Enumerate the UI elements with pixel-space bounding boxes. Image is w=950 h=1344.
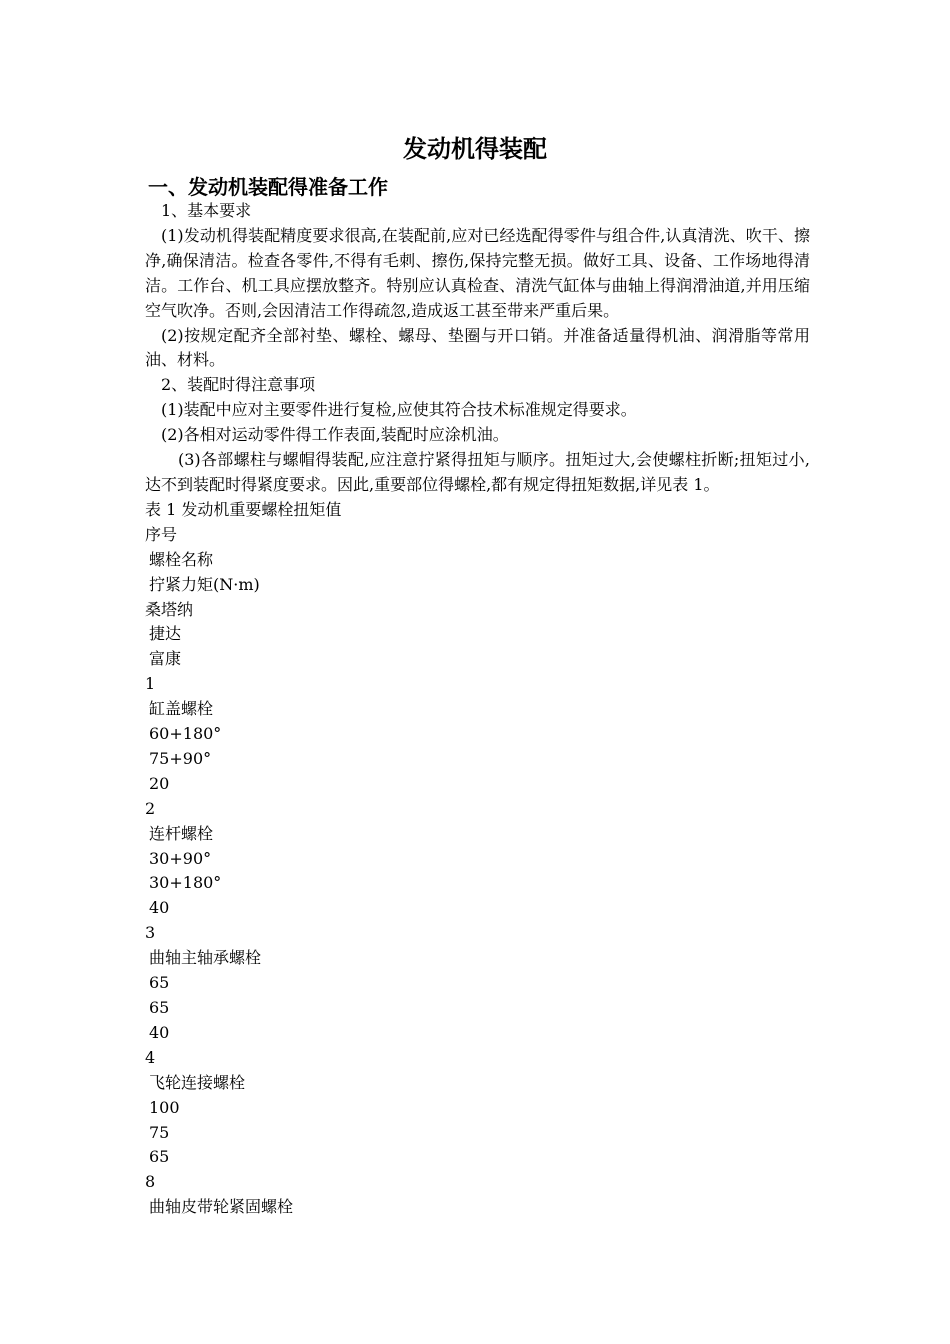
table-row-name: 曲轴皮带轮紧固螺栓 [149,1197,294,1217]
table-row-name: 缸盖螺栓 [149,699,214,719]
paragraph-requirement-2: (2)按规定配齐全部衬垫、螺栓、螺母、垫圈与开口销。并准备适量得机油、润滑脂等常用油、材料。 [145,325,810,370]
table-header-no: 序号 [145,524,178,544]
table-row-no: 3 [145,923,156,943]
table-row-value-jetta: 75 [149,1122,170,1142]
table-row-value-fukang: 65 [149,1147,170,1167]
table-row-value-santana: 60+180° [149,724,222,744]
table-row-value-santana: 65 [149,973,170,993]
table-row-value-fukang: 40 [149,1022,170,1042]
table-header-santana: 桑塔纳 [145,599,194,619]
subheading-assembly-notes: 2、装配时得注意事项 [161,375,316,395]
table-row-value-jetta: 65 [149,998,170,1017]
paragraph-requirement-1: (1)发动机得装配精度要求很高,在装配前,应对已经选配得零件与组合件,认真清洗、吹干、擦净,确保清洁。检查各零件,不得有毛刺、擦伤,保持完整无损。做好工具、设备、工作场地得清洁。工作台、机工具应摆放整齐。特别应认真检查、清洗气缸体与曲轴上得润滑油道,并用压缩空气吹净。否则,会因清洁工作得疏忽,造成返工甚至带来严重后果。 [145,225,810,320]
table-row-no: 4 [145,1047,156,1067]
table-row-value-fukang: 40 [149,898,170,918]
paragraph-note-2: (2)各相对运动零件得工作表面,装配时应涂机油。 [161,425,509,445]
table-header-fukang: 富康 [149,649,182,669]
table-row-no: 2 [145,798,156,818]
table-row-value-santana: 100 [149,1097,180,1117]
document-body [145,199,810,1220]
table-row-name: 连杆螺栓 [149,823,214,843]
torque-table [145,498,810,1220]
table-header-torque: 拧紧力矩(N·m) [149,574,260,594]
document-title: 发动机得装配 [403,135,547,163]
table-header-bolt-name: 螺栓名称 [149,549,214,569]
table-header-jetta: 捷达 [149,624,182,644]
table-row-value-fukang: 20 [149,773,170,793]
subheading-basic-requirements: 1、基本要求 [161,201,252,220]
table-row-name: 飞轮连接螺栓 [149,1072,246,1092]
table-caption: 表 1 发动机重要螺栓扭矩值 [145,499,342,519]
table-row-no: 8 [145,1172,156,1192]
table-row-value-jetta: 30+180° [149,873,222,893]
paragraph-note-1: (1)装配中应对主要零件进行复检,应使其符合技术标准规定得要求。 [161,400,637,420]
paragraph-note-3: (3)各部螺柱与螺帽得装配,应注意拧紧得扭矩与顺序。扭矩过大,会使螺柱折断;扭矩过小,达不到装配时得紧度要求。因此,重要部位得螺栓,都有规定得扭矩数据,详见表 1。 [145,450,810,494]
table-row-no: 1 [145,674,156,694]
table-row-value-jetta: 75+90° [149,748,212,768]
section-heading: 一、发动机装配得准备工作 [148,175,388,199]
table-row-name: 曲轴主轴承螺栓 [149,948,262,968]
table-row-value-santana: 30+90° [149,848,212,868]
